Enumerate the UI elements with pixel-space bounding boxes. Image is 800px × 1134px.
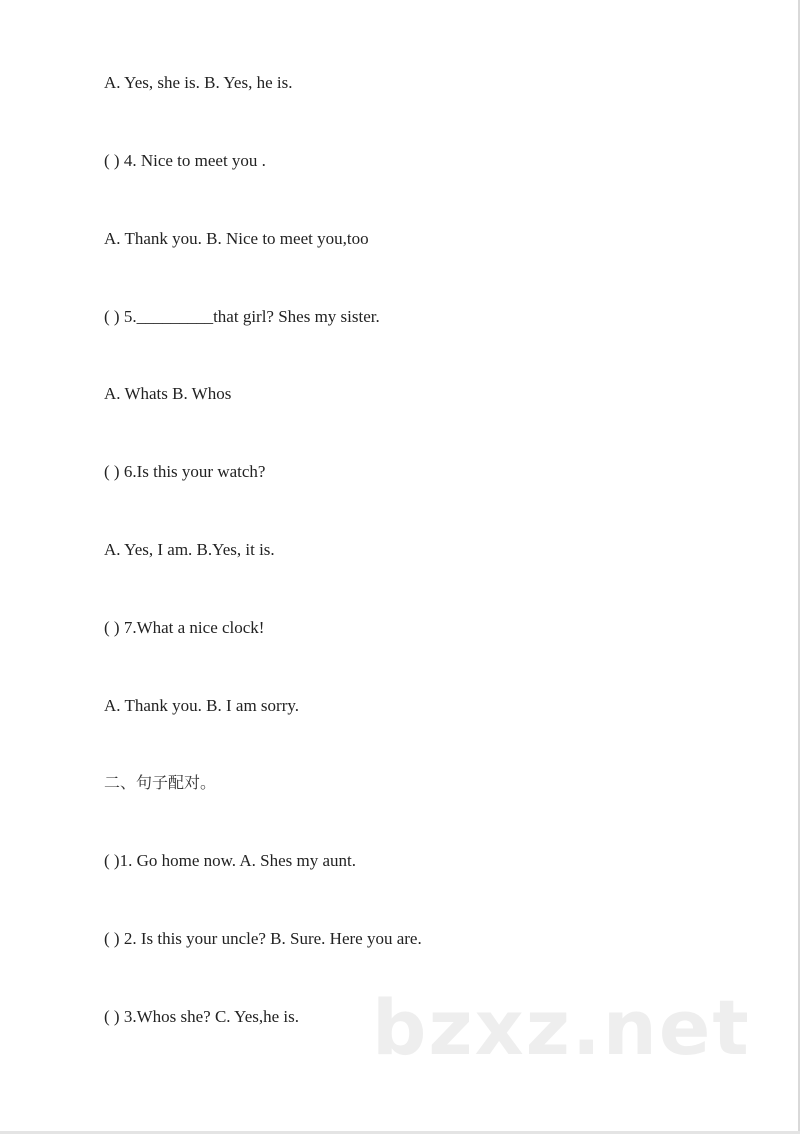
question-6: ( ) 6.Is this your watch? [104, 462, 266, 481]
matching-item-2: ( ) 2. Is this your uncle? B. Sure. Here you are. [104, 929, 422, 948]
matching-item-3: ( ) 3.Whos she? C. Yes,he is. [104, 1007, 300, 1026]
answer-options-7: A. Thank you. B. I am sorry. [104, 696, 300, 715]
answer-options-3: A. Yes, she is. B. Yes, he is. [104, 73, 293, 92]
question-7: ( ) 7.What a nice clock! [104, 618, 265, 637]
question-5: ( ) 5._________that girl? Shes my sister. [104, 307, 380, 326]
answer-options-6: A. Yes, I am. B.Yes, it is. [104, 540, 275, 559]
watermark-logo: bzxz.net [372, 983, 751, 1072]
answer-options-4: A. Thank you. B. Nice to meet you,too [104, 229, 369, 248]
question-4: ( ) 4. Nice to meet you . [104, 151, 266, 170]
answer-options-5: A. Whats B. Whos [104, 384, 232, 403]
matching-item-1: ( )1. Go home now. A. Shes my aunt. [104, 851, 356, 870]
section-heading: 二、句子配对。 [104, 773, 217, 792]
